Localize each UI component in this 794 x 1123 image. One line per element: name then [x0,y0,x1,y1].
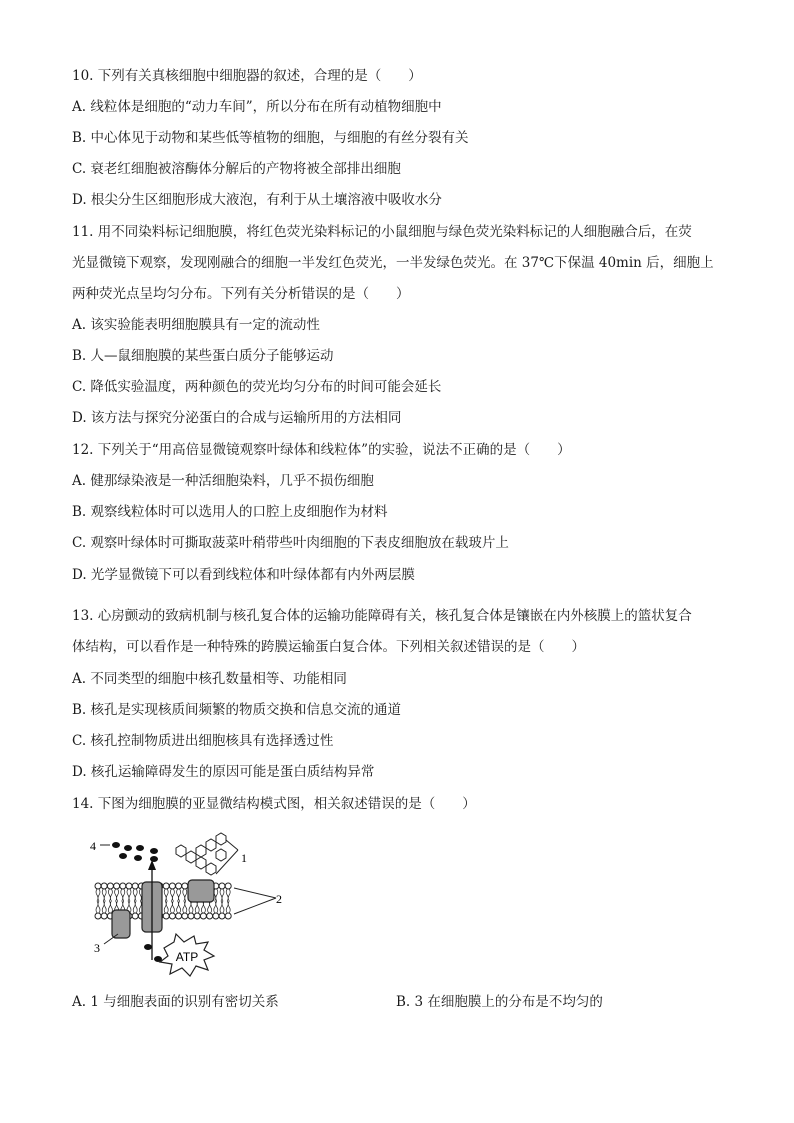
phospholipid-tail [177,889,181,913]
q10-option-d: D. 根尖分生区细胞形成大液泡，有利于从土壤溶液中吸收水分 [72,192,442,208]
phospholipid-tail [108,889,112,913]
label-3: 3 [94,941,100,955]
q14-option-a: A. 1 与细胞表面的识别有密切关系 [72,994,279,1010]
phospholipid-head [182,883,188,889]
phospholipid-head [132,883,138,889]
phospholipid-head [101,883,107,889]
q13-option-c: C. 核孔控制物质进出细胞核具有选择透过性 [72,733,334,749]
q12-option-a: A. 健那绿染液是一种活细胞染料，几乎不损伤细胞 [72,473,374,489]
phospholipid-head [225,883,231,889]
phospholipid-head [176,883,182,889]
glycoprotein-chain [176,833,226,875]
q13-option-a: A. 不同类型的细胞中核孔数量相等、功能相同 [72,671,347,687]
phospholipid-head [182,913,188,919]
phospholipid-head [126,883,132,889]
phospholipid-tail [102,889,106,913]
cell-membrane-diagram [86,830,296,980]
label-4: 4 [90,839,96,853]
phospholipid-head [163,883,169,889]
phospholipid-head [194,913,200,919]
phospholipid-head [163,913,169,919]
q10-option-c: C. 衰老红细胞被溶酶体分解后的产物将被全部排出细胞 [72,161,401,177]
label-2-leader-a [234,888,276,898]
label-2-leader-b [234,898,276,914]
q12-option-c: C. 观察叶绿体时可撕取菠菜叶稍带些叶肉细胞的下表皮细胞放在载玻片上 [72,535,509,551]
phospholipid-head [207,913,213,919]
q12-option-d: D. 光学显微镜下可以看到线粒体和叶绿体都有内外两层膜 [72,567,415,583]
phospholipid-head [95,913,101,919]
q13-stem-line2: 体结构，可以看作是一种特殊的跨膜运输蛋白复合体。下列相关叙述错误的是（ ） [72,639,585,655]
phospholipid-tail [96,889,100,913]
q12-stem: 12. 下列关于“用高倍显微镜观察叶绿体和线粒体”的实验，说法不正确的是（ ） [72,442,571,458]
phospholipid-tail [220,889,224,913]
phospholipid-head [169,883,175,889]
q11-option-b: B. 人—鼠细胞膜的某些蛋白质分子能够运动 [72,348,334,364]
phospholipid-head [169,913,175,919]
phospholipid-head [200,913,206,919]
q13-option-d: D. 核孔运输障碍发生的原因可能是蛋白质结构异常 [72,764,375,780]
label-2: 2 [276,892,282,906]
peripheral-protein [188,880,214,902]
phospholipid-head [120,883,126,889]
phospholipid-head [95,883,101,889]
phospholipid-head [176,913,182,919]
q10-stem: 10. 下列有关真核细胞中细胞器的叙述，合理的是（ ） [72,68,422,84]
q14-stem: 14. 下图为细胞膜的亚显微结构模式图，相关叙述错误的是（ ） [72,796,476,812]
phospholipid-head [213,913,219,919]
q11-option-c: C. 降低实验温度，两种颜色的荧光均匀分布的时间可能会延长 [72,379,442,395]
phospholipid-head [225,913,231,919]
q13-option-b: B. 核孔是实现核质间频繁的物质交换和信息交流的通道 [72,702,402,718]
label-1: 1 [241,851,247,865]
phospholipid-head [114,883,120,889]
phospholipid-head [132,913,138,919]
phospholipid-tail [164,889,168,913]
q11-stem-line3: 两种荧光点呈均匀分布。下列有关分析错误的是（ ） [72,286,410,302]
label-1-leader-a [226,840,238,850]
atp-label: ATP [175,950,199,964]
phospholipid-head [188,913,194,919]
q11-stem-line1: 11. 用不同染料标记细胞膜，将红色荧光染料标记的小鼠细胞与绿色荧光染料标记的人细胞融合后，在荧 [72,224,692,240]
label-3-leader [104,934,118,944]
q11-option-d: D. 该方法与探究分泌蛋白的合成与运输所用的方法相同 [72,410,402,426]
phospholipid-head [219,883,225,889]
phospholipid-tail [127,889,131,913]
q14-option-b: B. 3 在细胞膜上的分布是不均匀的 [396,994,603,1010]
phospholipid-tail [170,889,174,913]
phospholipid-head [101,913,107,919]
phospholipid-tail [183,889,187,913]
phospholipid-tail [133,889,137,913]
phospholipid-tail [226,889,230,913]
embedded-protein [112,910,130,938]
q13-stem-line1: 13. 心房颤动的致病机制与核孔复合体的运输功能障碍有关，核孔复合体是镶嵌在内外核膜上的篮状复合 [72,608,692,624]
q12-option-b: B. 观察线粒体时可以选用人的口腔上皮细胞作为材料 [72,504,388,520]
q10-option-b: B. 中心体见于动物和某些低等植物的细胞，与细胞的有丝分裂有关 [72,130,469,146]
phospholipid-head [107,883,113,889]
phospholipid-head [219,913,225,919]
q10-option-a: A. 线粒体是细胞的“动力车间”，所以分布在所有动植物细胞中 [72,99,442,115]
q11-stem-line2: 光显微镜下观察，发现刚融合的细胞一半发红色荧光，一半发绿色荧光。在 37℃下保温 40min 后，细胞上 [72,255,714,271]
q11-option-a: A. 该实验能表明细胞膜具有一定的流动性 [72,317,320,333]
